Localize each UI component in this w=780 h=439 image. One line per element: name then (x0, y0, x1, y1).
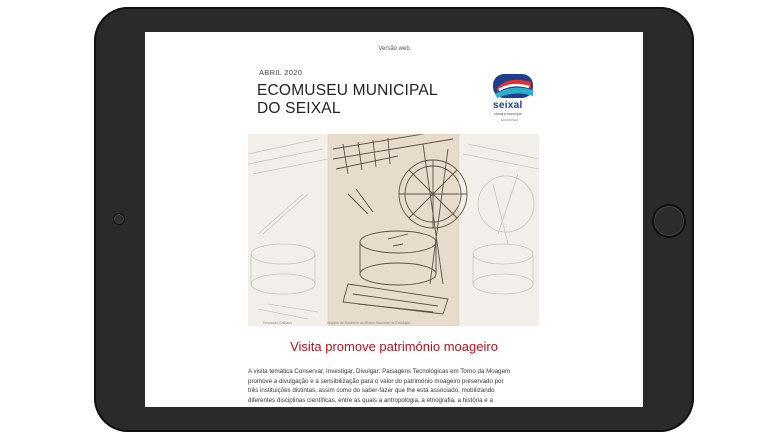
article-headline[interactable]: Visita promove património moageiro (290, 339, 498, 354)
mill-drawing-icon (248, 134, 539, 326)
logo-department: ECOMUSEU (501, 118, 519, 122)
front-camera (113, 213, 125, 225)
logo-subtitle: câmara municipal (494, 112, 522, 116)
hero-caption-source: Arquivo do Desenho do Museu Nacional de Etnologia (327, 321, 411, 325)
issue-date: ABRIL 2020 (259, 68, 303, 77)
tablet-screen (145, 32, 643, 407)
body-line: diferentes disciplinas científicas, entre as quais a antropologia, a etnografia, a história e a (248, 396, 493, 404)
newsletter-title (257, 82, 438, 118)
home-button[interactable] (652, 204, 686, 238)
logo-brand-text: seixal (493, 100, 523, 111)
hero-illustration (248, 134, 539, 326)
hero-caption-author: Fernando Galhano (263, 321, 293, 325)
body-line: A visita temática Conservar, Investigar, Divulgar: Paisagens Tecnológicas em Torno da Moagem (248, 368, 511, 375)
body-line: três instituições distintas, assim como do saber-fazer que lhe está associado, mobilizando (248, 387, 495, 395)
title-line-2: DO SEIXAL (257, 100, 341, 117)
body-line: promove a divulgação e a sensibilização para o valor do património moageiro preservado por (248, 377, 504, 385)
article-body (248, 367, 540, 405)
seixal-logo-icon (491, 72, 545, 102)
web-version-link[interactable]: Versão web (378, 46, 410, 52)
title-line-1: ECOMUSEU MUNICIPAL (257, 82, 438, 99)
